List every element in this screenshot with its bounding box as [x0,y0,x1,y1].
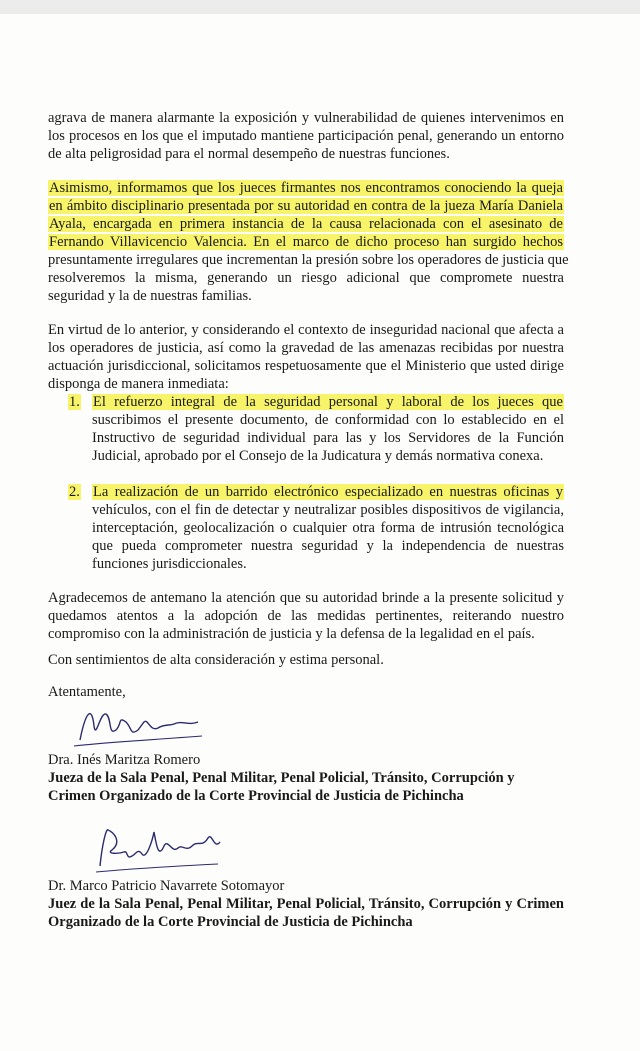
para2-line-2 [48,198,564,215]
signer1-name: Dra. Inés Maritza Romero [48,752,201,768]
para2-line-4 [48,234,564,251]
item2-number [68,484,81,501]
item1-line-1-text: El refuerzo integral de la seguridad personal y laboral de los jueces que [93,394,563,410]
item1-line-4: Judicial, aprobado por el Consejo de la Judicatura y demás normativa conexa. [92,448,544,464]
item1-number [68,394,81,411]
para2-line-3-text: Ayala, encargada en primera instancia de la causa relacionada con el asesinato de [49,216,563,232]
para2-line-5: presuntamente irregulares que incrementan la presión sobre los operadores de justicia que [48,252,569,268]
signer1-title-line-2: Crimen Organizado de la Corte Provincial de Justicia de Pichincha [48,788,464,804]
item2-line-2: vehículos, con el fin de detectar y neutralizar posibles dispositivos de vigilancia, [92,502,564,518]
signer2-title-line-2: Organizado de la Corte Provincial de Justicia de Pichincha [48,914,413,930]
signer2-name: Dr. Marco Patricio Navarrete Sotomayor [48,878,285,894]
para1-line-1: agrava de manera alarmante la exposición y vulnerabilidad de quienes intervenimos en [48,110,564,126]
para2-line-4-text: Fernando Villavicencio Valencia. En el marco de dicho proceso han surgido hechos [49,234,563,250]
para2-line-6: resolveremos la misma, generando un riesgo adicional que compromete nuestra [48,270,564,286]
para1-line-2: los procesos en los que el imputado mantiene participación penal, generando un entorno [48,128,564,144]
para2-line-1 [48,180,564,197]
closing-line: Con sentimientos de alta consideración y estima personal. [48,652,384,668]
item1-line-1 [92,394,564,411]
item2-number-text: 2. [69,484,80,500]
item1-line-2: suscribimos el presente documento, de conformidad con lo establecido en el [92,412,564,428]
para3-line-3: actuación jurisdiccional, solicitamos respetuosamente que el Ministerio que usted dirige [48,358,564,374]
item2-line-1-text: La realización de un barrido electrónico especializado en nuestras oficinas y [93,484,563,500]
item2-line-4: que pueda comprometer nuestra seguridad y la independencia de nuestras [92,538,564,554]
signer2-title-line-1: Juez de la Sala Penal, Penal Militar, Penal Policial, Tránsito, Corrupción y Crimen [48,896,564,912]
para4-line-1: Agradecemos de antemano la atención que su autoridad brinde a la presente solicitud y [48,590,564,606]
item2-line-3: interceptación, geolocalización o cualquier otra forma de intrusión tecnológica [92,520,564,536]
para2-line-3 [48,216,564,233]
para4-line-3: compromiso con la administración de justicia y la defensa de la legalidad en el país. [48,626,535,642]
item1-number-text: 1. [69,394,80,410]
para1-line-3: de alta peligrosidad para el normal desempeño de nuestras funciones. [48,146,450,162]
signer1-title-line-1: Jueza de la Sala Penal, Penal Militar, Penal Policial, Tránsito, Corrupción y [48,770,515,786]
item1-line-3: Instructivo de seguridad individual para las y los Servidores de la Función [92,430,564,446]
item2-line-5: funciones jurisdiccionales. [92,556,247,572]
viewer-top-bar [0,0,640,14]
para2-line-7: seguridad y la de nuestras familias. [48,288,252,304]
para3-line-2: los operadores de justicia, así como la gravedad de las amenazas recibidas por nuestra [48,340,564,356]
para2-line-2-text: en ámbito disciplinario presentada por su autoridad en contra de la jueza María Daniela [49,198,563,214]
para3-line-1: En virtud de lo anterior, y considerando el contexto de inseguridad nacional que afecta a [48,322,564,338]
item2-line-1 [92,484,564,501]
signature-2 [88,820,228,880]
para3-line-4: disponga de manera inmediata: [48,376,229,392]
para4-line-2: quedamos atentos a la adopción de las medidas pertinentes, reiterando nuestro [48,608,564,624]
para2-line-1-text: Asimismo, informamos que los jueces firmantes nos encontramos conociendo la queja [49,180,563,196]
signature-1 [70,700,210,752]
farewell: Atentamente, [48,684,126,700]
